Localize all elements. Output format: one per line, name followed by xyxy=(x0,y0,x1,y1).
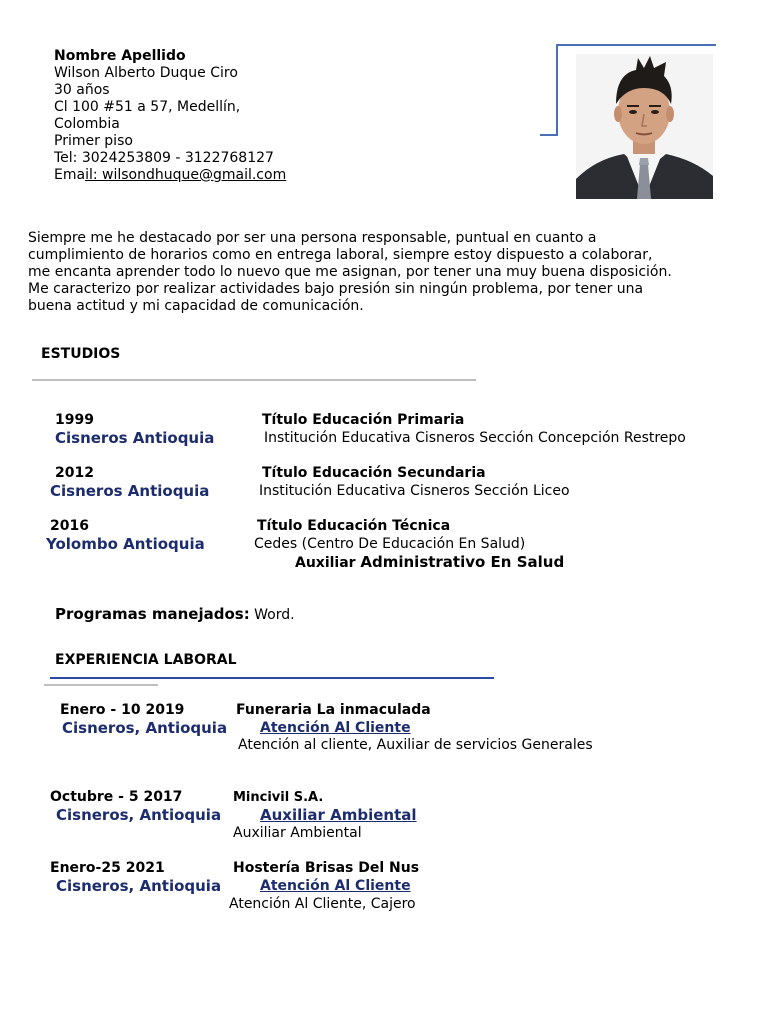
experience-divider-short xyxy=(44,684,158,686)
study-institution: Institución Educativa Cisneros Sección Concepción Restrepo xyxy=(264,430,686,446)
experience-divider xyxy=(50,677,494,679)
programs-value: Word. xyxy=(254,607,295,623)
study-specialty-prefix: Auxiliar xyxy=(295,555,356,571)
summary-line: cumplimiento de horarios como en entrega laboral, siempre estoy dispuesto a colaborar, xyxy=(28,247,653,263)
study-title: Título Educación Técnica xyxy=(257,518,451,534)
study-title: Título Educación Primaria xyxy=(262,412,465,428)
study-specialty xyxy=(295,554,564,572)
study-place: Yolombo Antioquia xyxy=(46,535,205,553)
job-role: Auxiliar Ambiental xyxy=(260,806,417,824)
job-role: Atención Al Cliente xyxy=(260,878,411,894)
summary-line: Siempre me he destacado por ser una persona responsable, puntual en cuanto a xyxy=(28,230,597,246)
contact-block xyxy=(54,48,286,184)
study-place: Cisneros Antioquia xyxy=(50,482,210,500)
job-description: Auxiliar Ambiental xyxy=(233,825,362,841)
summary-line: Me caracterizo por realizar actividades bajo presión sin ningún problema, por tener una xyxy=(28,281,644,297)
summary-line: me encanta aprender todo lo nuevo que me asignan, por tener una muy buena disposición. xyxy=(28,264,672,280)
experience-heading: EXPERIENCIA LABORAL xyxy=(55,652,237,668)
email-link[interactable]: il: wilsondhuque@gmail.com xyxy=(85,167,287,183)
study-place: Cisneros Antioquia xyxy=(55,429,215,447)
studies-divider xyxy=(32,379,476,381)
job-role: Atención Al Cliente xyxy=(260,720,411,736)
profile-summary xyxy=(28,230,753,315)
study-specialty-name: Administrativo En Salud xyxy=(360,553,565,571)
full-name: Wilson Alberto Duque Ciro xyxy=(54,65,238,81)
age: 30 años xyxy=(54,82,110,98)
profile-photo-illustration xyxy=(576,54,713,199)
address-line-2: Colombia xyxy=(54,116,120,132)
study-year: 2012 xyxy=(55,465,94,481)
photo-frame-foot xyxy=(540,134,558,136)
job-company: Hostería Brisas Del Nus xyxy=(233,860,420,876)
job-description: Atención Al Cliente, Cajero xyxy=(229,896,416,912)
job-date: Enero-25 2021 xyxy=(50,860,165,876)
photo-frame-top xyxy=(556,44,716,46)
job-date: Enero - 10 2019 xyxy=(60,702,185,718)
phone: Tel: 3024253809 - 3122768127 xyxy=(54,150,274,166)
summary-line: buena actitud y mi capacidad de comunicación. xyxy=(28,298,364,314)
job-place: Cisneros, Antioquia xyxy=(56,877,222,895)
studies-heading: ESTUDIOS xyxy=(41,346,121,362)
study-year: 2016 xyxy=(50,518,89,534)
job-description: Atención al cliente, Auxiliar de servicios Generales xyxy=(238,737,593,753)
study-institution: Institución Educativa Cisneros Sección Liceo xyxy=(259,483,570,499)
job-date: Octubre - 5 2017 xyxy=(50,789,183,805)
programs-label: Programas manejados: xyxy=(55,605,250,623)
job-company: Mincivil S.A. xyxy=(233,790,324,805)
study-year: 1999 xyxy=(55,412,94,428)
job-place: Cisneros, Antioquia xyxy=(56,806,222,824)
programs-line xyxy=(55,606,295,624)
floor: Primer piso xyxy=(54,133,133,149)
name-label: Nombre Apellido xyxy=(54,48,186,64)
study-institution: Cedes (Centro De Educación En Salud) xyxy=(254,536,526,552)
email-line xyxy=(54,167,286,184)
email-prefix: Ema xyxy=(54,167,86,183)
photo-frame-left xyxy=(556,44,558,136)
job-company: Funeraria La inmaculada xyxy=(236,702,431,718)
job-place: Cisneros, Antioquia xyxy=(62,719,228,737)
study-title: Título Educación Secundaria xyxy=(262,465,486,481)
profile-photo xyxy=(576,54,713,199)
address-line-1: Cl 100 #51 a 57, Medellín, xyxy=(54,99,241,115)
